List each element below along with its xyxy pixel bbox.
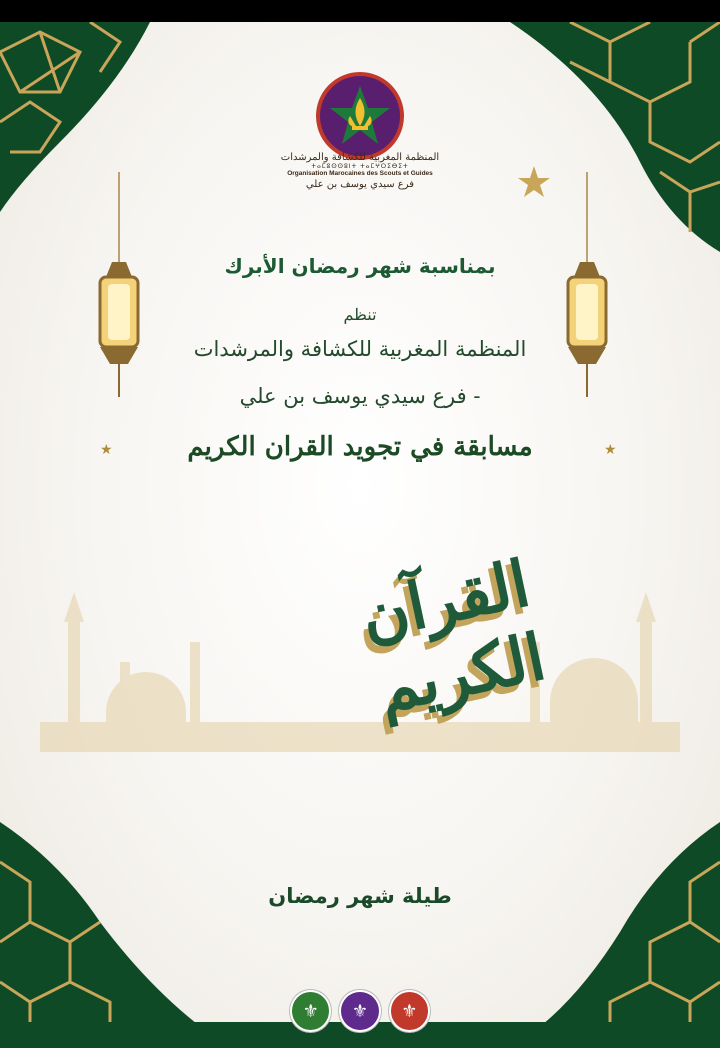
- org-name-tifinagh: ⵜⴰⵎⵓⵙⵙⵓⵏⵜ ⵜⴰⵎⵖⵔⵉⴱⵉⵜ: [311, 163, 409, 170]
- fleur-de-lis-icon: ⚜: [389, 990, 430, 1032]
- calligraphy-text: القرآن الكريم: [354, 546, 552, 728]
- organization-name: المنظمة المغربية للكشافة والمرشدات: [193, 337, 527, 361]
- heading: بمناسبة شهر رمضان الأبرك: [224, 254, 496, 278]
- org-branch: فرع سيدي يوسف بن علي: [305, 179, 415, 190]
- badges-row: [290, 990, 430, 1032]
- lantern-icon-left: [92, 172, 146, 406]
- organizes-text: تنظم: [343, 305, 377, 324]
- top-status-bar: [0, 0, 720, 22]
- crescent-moon-icon: [478, 132, 568, 252]
- lantern-icon-right: [560, 172, 614, 406]
- footer-title: طيلة شهر رمضان: [268, 884, 452, 908]
- fleur-de-lis-icon: ⚜: [339, 990, 380, 1032]
- corner-ornament-bottom-right: [510, 822, 720, 1048]
- star-icon: ★: [604, 442, 617, 458]
- branch-line: - فرع سيدي يوسف بن علي: [239, 384, 481, 408]
- scouts-logo: [316, 72, 404, 160]
- corner-ornament-bottom-left: [0, 822, 230, 1048]
- org-name-arabic: المنظمة المغربية للكشافة والمرشدات: [280, 152, 440, 163]
- org-name-french: Organisation Marocaines des Scouts et Guides: [287, 170, 433, 177]
- poster: [0, 22, 720, 1048]
- quran-calligraphy: [180, 492, 552, 822]
- star-icon: ★: [100, 442, 113, 458]
- fleur-de-lis-icon: ⚜: [290, 990, 331, 1032]
- competition-title: مسابقة في تجويد القران الكريم: [187, 432, 533, 462]
- organization-block: [250, 152, 470, 190]
